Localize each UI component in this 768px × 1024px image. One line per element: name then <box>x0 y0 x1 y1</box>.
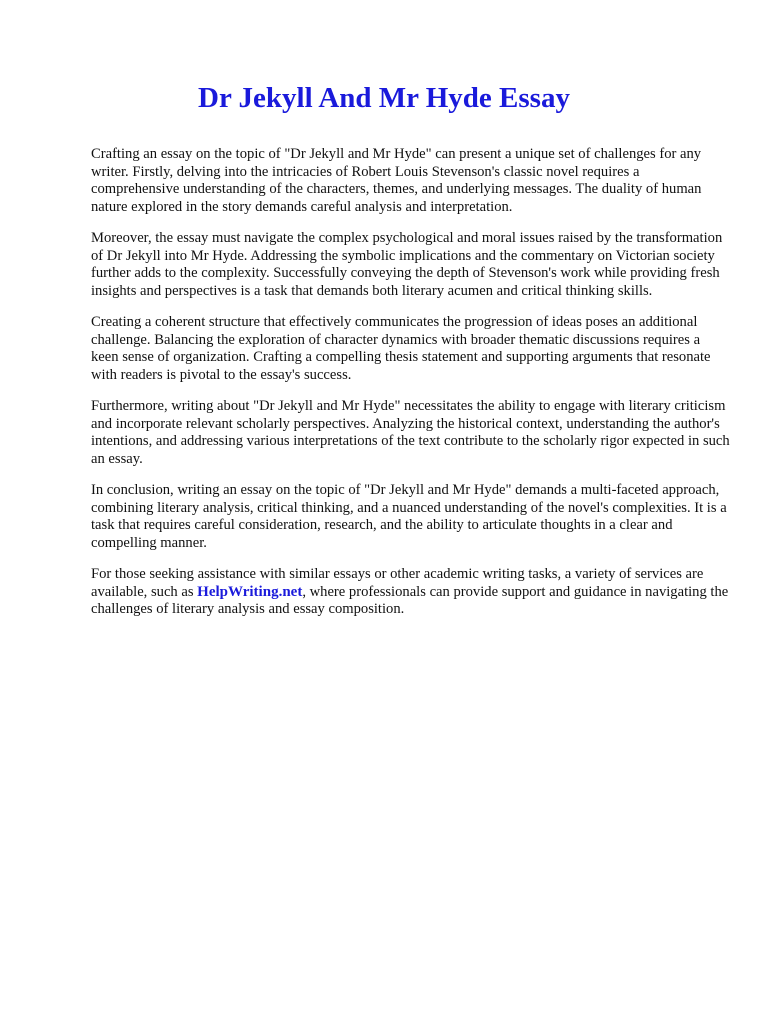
paragraph-2: Moreover, the essay must navigate the complex psychological and moral issues raised by the transformation of Dr Jekyll into Mr Hyde. Addressing the symbolic implications and the commentary on Victorian society further adds to the complexity. Successfully conveying the depth of Stevenson's work while providing fresh insights and perspectives is a task that demands both literary acumen and critical thinking skills. <box>91 230 723 299</box>
paragraph-6-after-link: , where professionals can provide support and guidance in navigating the challenges of literary analysis and essay composition. <box>91 583 729 617</box>
page-title: Dr Jekyll And Mr Hyde Essay <box>198 82 570 114</box>
essay-body <box>91 146 731 633</box>
paragraph-6-before-link: For those seeking assistance with similar essays or other academic writing tasks, a variety of services are available, such as <box>91 566 704 600</box>
paragraph-3: Creating a coherent structure that effectively communicates the progression of ideas poses an additional challenge. Balancing the exploration of character dynamics with broader thematic discussions requires a keen sense of organization. Crafting a compelling thesis statement and supporting arguments that resonate with readers is pivotal to the essay's success. <box>91 314 711 383</box>
paragraph-4: Furthermore, writing about "Dr Jekyll and Mr Hyde" necessitates the ability to engage with literary criticism and incorporate relevant scholarly perspectives. Analyzing the historical context, understanding the author's intentions, and addressing various interpretations of the text contribute to the scholarly rigor expected in such an essay. <box>91 398 730 467</box>
paragraph-5: In conclusion, writing an essay on the topic of "Dr Jekyll and Mr Hyde" demands a multi-faceted approach, combining literary analysis, critical thinking, and a nuanced understanding of the novel's complexities. It is a task that requires careful consideration, research, and the ability to articulate thoughts in a clear and compelling manner. <box>91 482 727 551</box>
helpwriting-link[interactable]: HelpWriting.net <box>197 583 303 600</box>
paragraph-6 <box>91 566 731 619</box>
paragraph-1: Crafting an essay on the topic of "Dr Jekyll and Mr Hyde" can present a unique set of challenges for any writer. Firstly, delving into the intricacies of Robert Louis Stevenson's classic novel requires a comprehensive understanding of the characters, themes, and underlying messages. The duality of human nature explored in the story demands careful analysis and interpretation. <box>91 146 702 215</box>
